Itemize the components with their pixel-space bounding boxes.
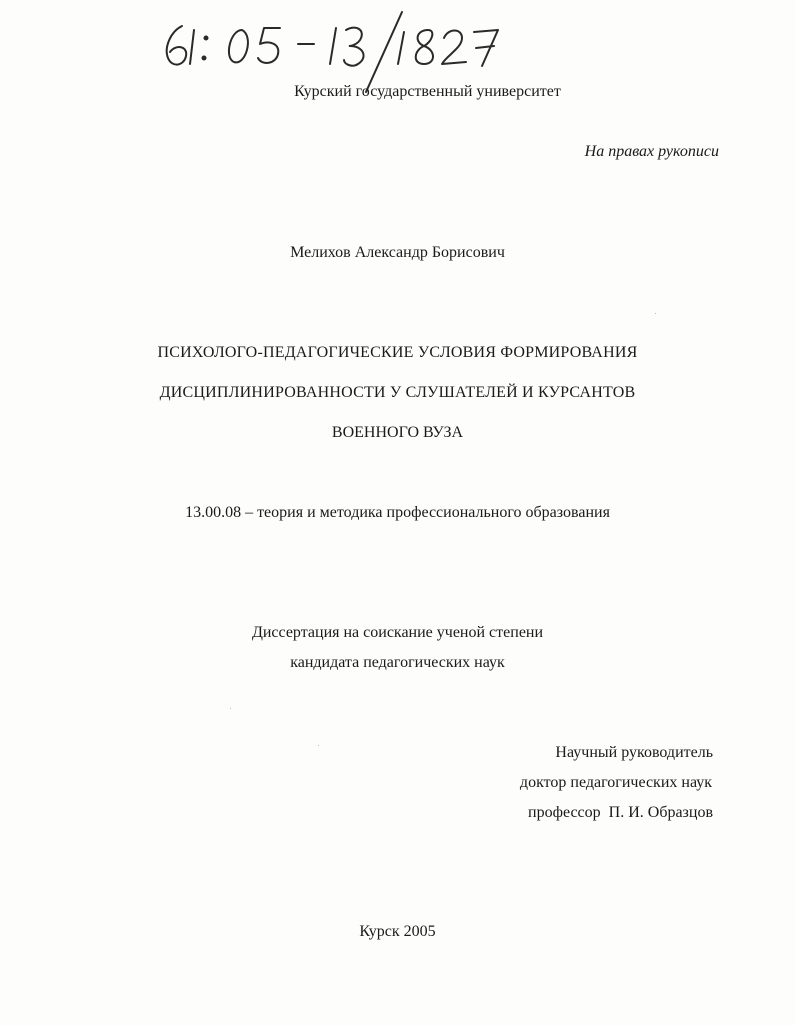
scan-speck xyxy=(318,745,319,746)
scan-speck xyxy=(230,708,231,709)
dissertation-title-line-1: ПСИХОЛОГО-ПЕДАГОГИЧЕСКИЕ УСЛОВИЯ ФОРМИРОВАНИЯ xyxy=(157,344,638,361)
specialty-code: 13.00.08 – теория и методика профессионального образования xyxy=(185,504,610,521)
dissertation-title-line-2: ДИСЦИПЛИНИРОВАННОСТИ У СЛУШАТЕЛЕЙ И КУРСАНТОВ xyxy=(159,384,636,401)
manuscript-rights-note: На правах рукописи xyxy=(584,143,719,160)
supervisor-name: профессор П. И. Образцов xyxy=(528,804,713,821)
university-name: Курский государственный университет xyxy=(294,83,561,100)
author-name: Мелихов Александр Борисович xyxy=(290,244,505,261)
supervisor-role: Научный руководитель xyxy=(555,744,713,761)
dissertation-degree-line-2: кандидата педагогических наук xyxy=(290,654,505,671)
place-and-year: Курск 2005 xyxy=(359,923,436,940)
supervisor-degree: доктор педагогических наук xyxy=(519,774,712,791)
scan-speck xyxy=(655,313,656,314)
dissertation-title-line-3: ВОЕННОГО ВУЗА xyxy=(331,424,464,441)
dissertation-degree-line-1: Диссертация на соискание ученой степени xyxy=(251,624,544,641)
